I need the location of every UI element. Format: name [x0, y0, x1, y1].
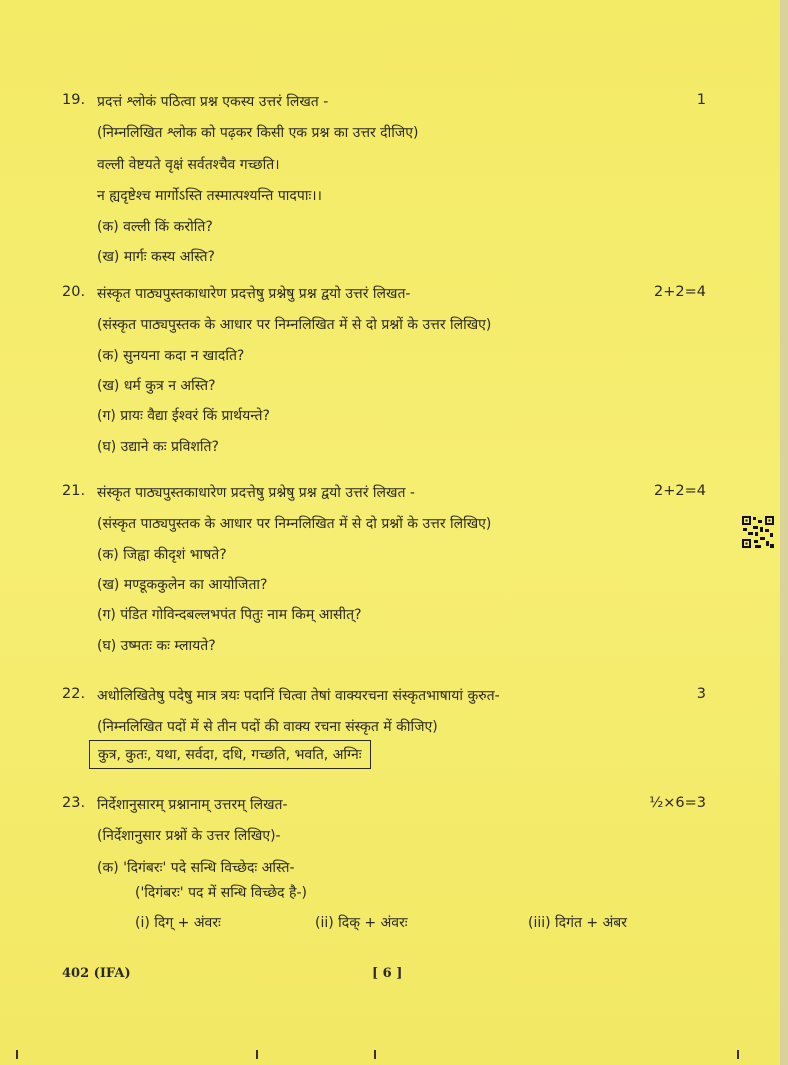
question-20-option-c: (ग) प्रायः वैद्या ईश्वरं किं प्रार्थयन्ते? [97, 408, 270, 424]
question-21-marks: 2+2=4 [654, 483, 706, 499]
scan-mark [737, 1050, 739, 1059]
question-21-option-b: (ख) मण्डूककुलेन का आयोजिता? [97, 577, 268, 593]
qr-code-icon [741, 515, 775, 549]
question-21-hindi: (संस्कृत पाठ्यपुस्तक के आधार पर निम्नलिखित में से दो प्रश्नों के उत्तर लिखिए) [97, 516, 492, 532]
option-i: (i) दिग् + अंवरः [135, 915, 221, 931]
page-number: [ 6 ] [372, 966, 403, 981]
question-22-text: अधोलिखितेषु पदेषु मात्र त्रयः पदानिं चित्वा तेषां वाक्यरचना संस्कृतभाषायां कुरुत- [97, 688, 500, 704]
question-22-hindi: (निम्नलिखित पदों में से तीन पदों की वाक्य रचना संस्कृत में कीजिए) [97, 719, 438, 735]
question-19-text: प्रदत्तं श्लोकं पठित्वा प्रश्न एकस्य उत्तरं लिखत - [97, 94, 329, 110]
scan-mark [16, 1050, 18, 1059]
paper-code: 402 (IFA) [62, 966, 131, 981]
question-20-option-a: (क) सुनयना कदा न खादति? [97, 348, 245, 364]
option-iii: (iii) दिगंत + अंबर [528, 915, 628, 931]
page-edge [780, 0, 788, 1065]
question-23-marks: ½×6=3 [649, 795, 706, 811]
question-19-marks: 1 [696, 92, 706, 108]
question-23-part-a: (क) 'दिगंबरः' पदे सन्धि विच्छेदः अस्ति- [97, 860, 295, 876]
question-20-hindi: (संस्कृत पाठ्यपुस्तक के आधार पर निम्नलिखित में से दो प्रश्नों के उत्तर लिखिए) [97, 317, 492, 333]
shloka-line-2: न ह्यदृष्टेश्च मार्गोऽस्ति तस्मात्पश्यन्ति पादपाः।। [97, 188, 322, 204]
scan-mark [374, 1050, 376, 1059]
shloka-line-1: वल्ली वेष्टयते वृक्षं सर्वतश्चैव गच्छति। [97, 157, 280, 173]
question-23-number: 23. [62, 795, 86, 811]
question-22-number: 22. [62, 686, 86, 702]
question-21-option-a: (क) जिह्वा कीदृशं भाषते? [97, 547, 227, 563]
question-22-marks: 3 [696, 686, 706, 702]
question-19-option-b: (ख) मार्गः कस्य अस्ति? [97, 249, 215, 265]
question-20-number: 20. [62, 284, 86, 300]
question-20-option-d: (घ) उद्याने कः प्रविशति? [97, 439, 219, 455]
question-21-text: संस्कृत पाठ्यपुस्तकाधारेण प्रदत्तेषु प्रश्नेषु प्रश्न द्वयो उत्तरं लिखत - [97, 485, 415, 501]
question-20-option-b: (ख) धर्म कुत्र न अस्ति? [97, 378, 216, 394]
question-19-number: 19. [62, 92, 86, 108]
scan-mark [256, 1050, 258, 1059]
word-list-box: कुत्र, कुतः, यथा, सर्वदा, दधि, गच्छति, भवति, अग्निः [89, 740, 371, 769]
question-21-number: 21. [62, 483, 86, 499]
question-20-marks: 2+2=4 [654, 284, 706, 300]
question-19-option-a: (क) वल्ली किं करोति? [97, 219, 213, 235]
question-23-text: निर्देशानुसारम् प्रश्नानाम् उत्तरम् लिखत- [97, 797, 288, 813]
question-21-option-d: (घ) उष्मतः कः म्लायते? [97, 638, 216, 654]
question-23-part-a-hindi: ('दिगंबरः' पद में सन्धि विच्छेद है-) [135, 885, 307, 901]
question-21-option-c: (ग) पंडित गोविन्दबल्लभपंत पितुः नाम किम् आसीत्? [97, 607, 362, 623]
question-23-hindi: (निर्देशानुसार प्रश्नों के उत्तर लिखिए)- [97, 828, 281, 844]
option-ii: (ii) दिक् + अंवरः [315, 915, 408, 931]
question-20-text: संस्कृत पाठ्यपुस्तकाधारेण प्रदत्तेषु प्रश्नेषु प्रश्न द्वयो उत्तरं लिखत- [97, 286, 411, 302]
question-19-hindi: (निम्नलिखित श्लोक को पढ़कर किसी एक प्रश्न का उत्तर दीजिए) [97, 125, 419, 141]
